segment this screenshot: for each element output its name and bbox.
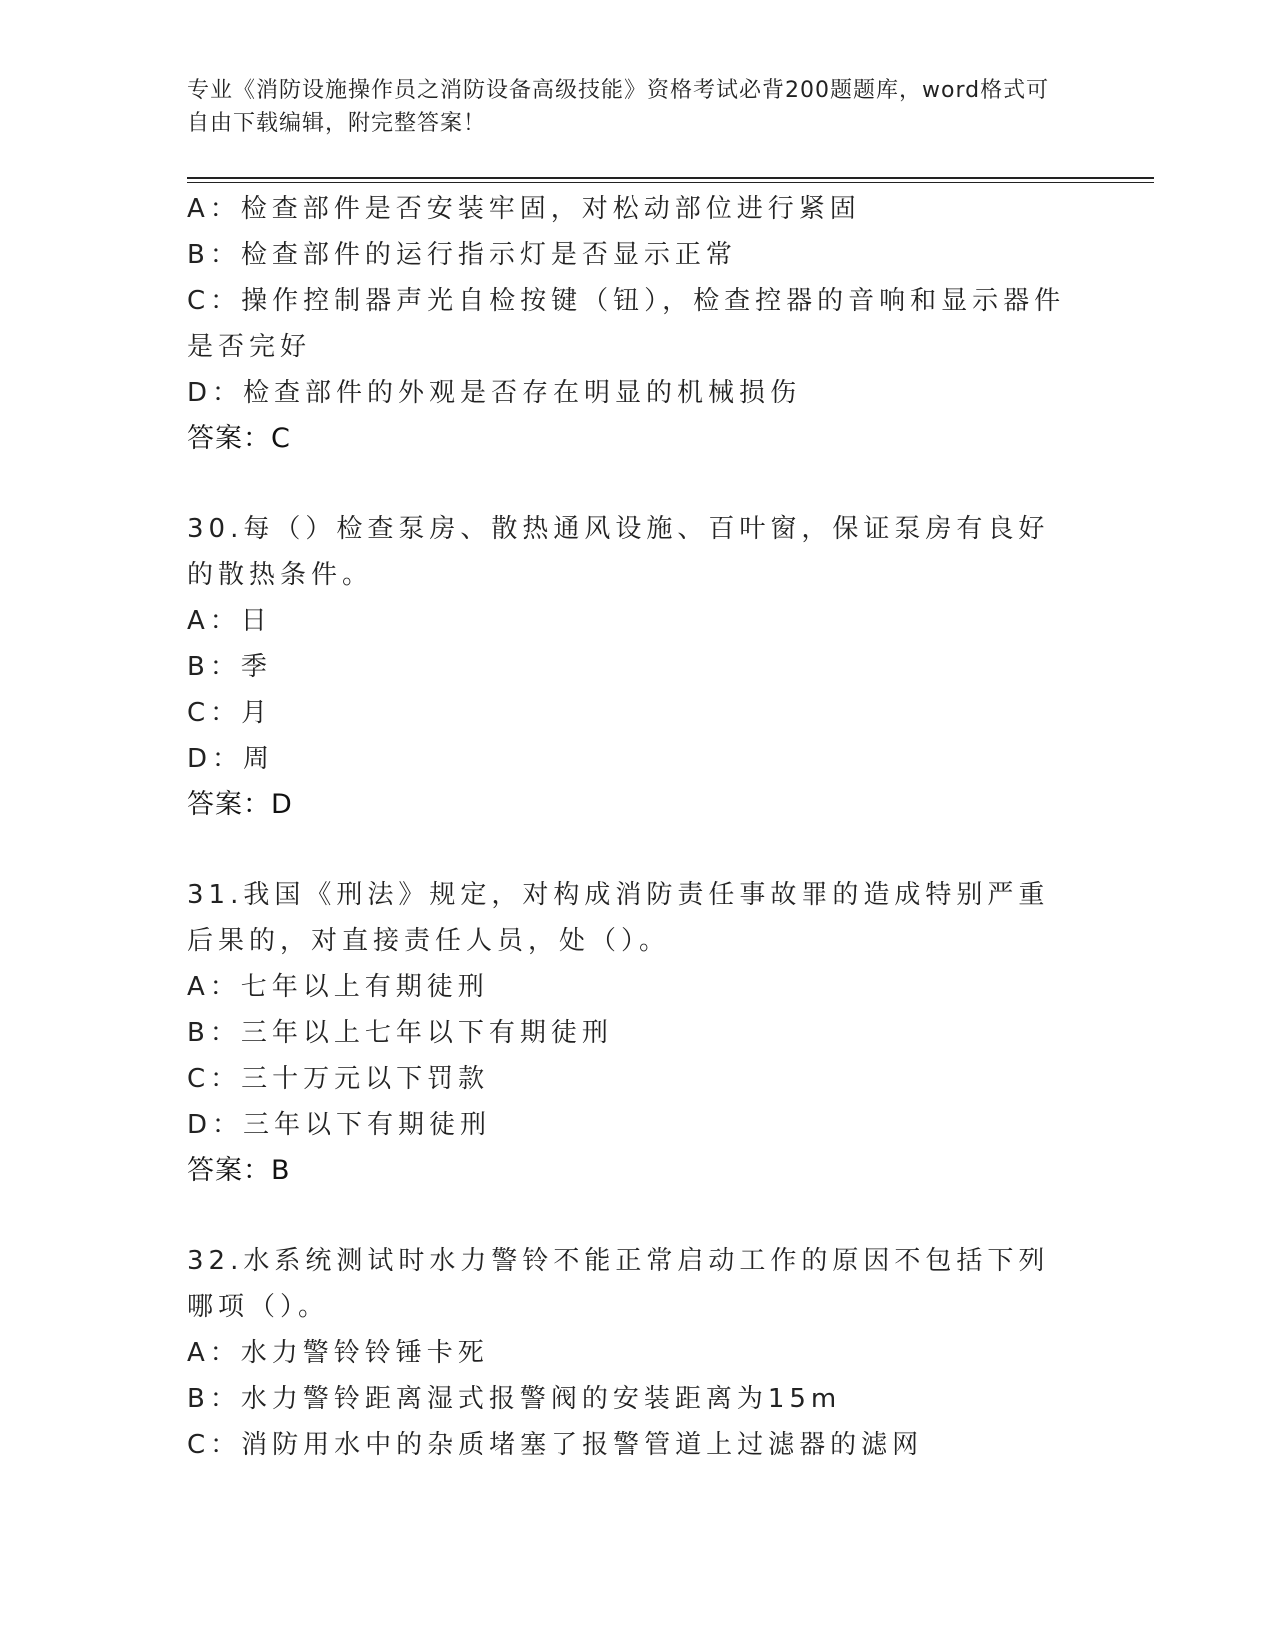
option-c: C：三十万元以下罚款 [187,1064,490,1094]
option-b: B：季 [187,652,272,682]
question-block-31 [187,872,1087,1194]
option-b: B：检查部件的运行指示灯是否显示正常 [187,240,737,270]
option-d: D：三年以下有期徒刑 [187,1110,492,1140]
answer-label: 答案：B [187,1155,291,1186]
answer-label: 答案：C [187,423,291,454]
option-a: A：水力警铃铃锤卡死 [187,1338,489,1368]
question-block-32 [187,1238,1087,1468]
option-b: B：三年以上七年以下有期徒刑 [187,1018,613,1048]
question-block-30 [187,506,1087,828]
document-header: 专业《消防设施操作员之消防设备高级技能》资格考试必背200题题库，word格式可自由下载编辑，附完整答案！ [187,78,1050,136]
option-a: A：检查部件是否安装牢固，对松动部位进行紧固 [187,194,861,224]
question-stem: 31.我国《刑法》规定，对构成消防责任事故罪的造成特别严重后果的，对直接责任人员，处（）。 [187,880,1050,956]
header-divider-thick [187,177,1154,179]
option-c: C：操作控制器声光自检按键（钮），检查控器的音响和显示器件是否完好 [187,286,1066,362]
option-d: D：周 [187,744,275,774]
option-c: C：消防用水中的杂质堵塞了报警管道上过滤器的滤网 [187,1430,924,1460]
answer-label: 答案：D [187,789,293,820]
question-stem: 32.水系统测试时水力警铃不能正常启动工作的原因不包括下列哪项（）。 [187,1246,1050,1322]
question-stem: 30.每（）检查泵房、散热通风设施、百叶窗，保证泵房有良好的散热条件。 [187,514,1050,590]
option-c: C：月 [187,698,273,728]
option-b: B：水力警铃距离湿式报警阀的安装距离为15m [187,1384,842,1414]
option-a: A：日 [187,606,272,636]
question-list [187,186,1087,1468]
option-a: A：七年以上有期徒刑 [187,972,489,1002]
header-divider-thin [187,182,1154,183]
question-block-29 [187,186,1087,462]
option-d: D：检查部件的外观是否存在明显的机械损伤 [187,378,802,408]
